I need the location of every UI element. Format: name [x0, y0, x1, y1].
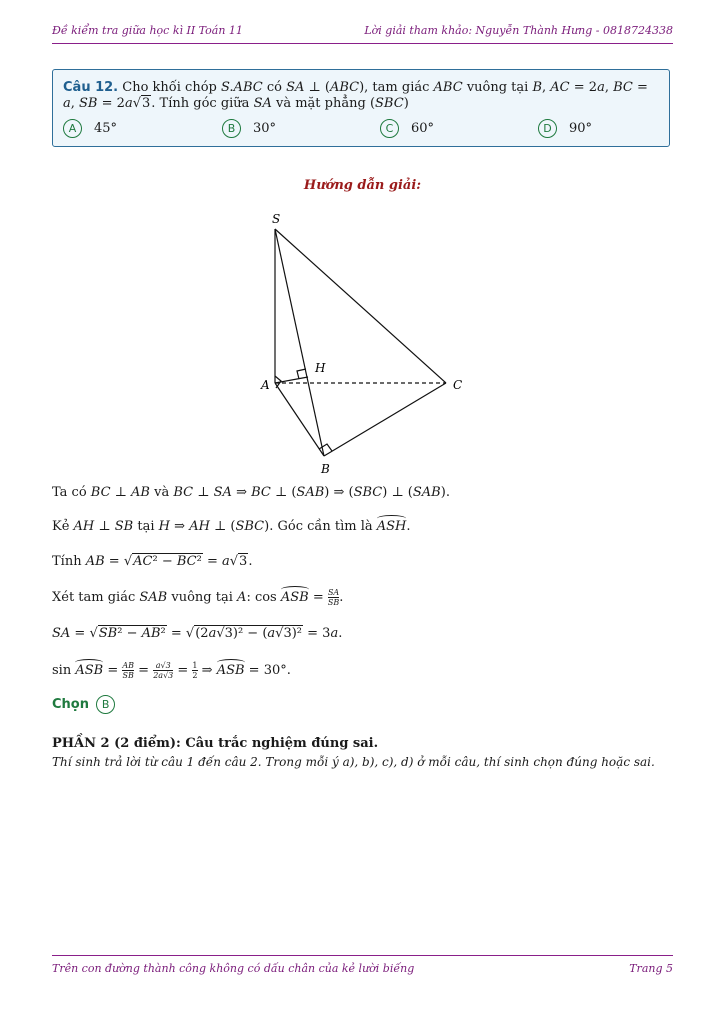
choice-b[interactable] [222, 119, 276, 138]
right-angle-b [319, 444, 332, 451]
chon-answer-circle: B [96, 695, 115, 714]
choice-c-letter: C [380, 119, 399, 138]
solution-line-6: sin ASB = $\frac{AB}{SB}$ = $\frac{a√3}{2a√3}$ = $\frac{1}{2}$ ⇒ ASB = 30°. [52, 661, 291, 680]
choice-d[interactable] [538, 119, 592, 138]
question-text-part: Cho khối chóp [122, 80, 217, 95]
label-h: H [315, 361, 326, 375]
text: và [154, 485, 170, 500]
text: Kẻ [52, 519, 70, 534]
chon-label: Chọn [52, 697, 89, 712]
question-text-part: . Tính góc giữa [151, 96, 250, 111]
footer-left-text: Trên con đường thành công không có dấu chân của kẻ lười biếng [52, 962, 415, 975]
question-label: Câu 12. [63, 80, 119, 95]
solution-guide-title: Hướng dẫn giải: [303, 178, 422, 193]
edge-sc [275, 229, 446, 383]
edge-bc [324, 383, 446, 456]
question-box [52, 69, 670, 147]
choice-b-letter: B [222, 119, 241, 138]
part2-title: PHẦN 2 (2 điểm): Câu trắc nghiệm đúng sai. [52, 736, 379, 751]
page-footer [52, 955, 673, 980]
label-b: B [321, 462, 330, 476]
page-header [52, 24, 673, 44]
text: Tính [52, 554, 82, 569]
part2-instruction: Thí sinh trả lời từ câu 1 đến câu 2. Trong mỗi ý a), b), c), d) ở mỗi câu, thí sinh chọn đúng hoặc sai. [52, 755, 655, 769]
choice-a-letter: A [63, 119, 82, 138]
solution-line-1: Ta có BC ⊥ AB và BC ⊥ SA ⇒ BC ⊥ (SAB) ⇒ (SBC) ⊥ (SAB). [52, 485, 450, 500]
footer-page-number: Trang 5 [629, 962, 673, 975]
question-text-part: có [266, 80, 282, 95]
choice-d-value: 90° [569, 121, 593, 136]
choice-a[interactable] [63, 119, 117, 138]
header-left-text: Đề kiểm tra giữa học kì II Toán 11 [52, 24, 243, 37]
answer-chosen [52, 695, 127, 714]
pyramid-figure [255, 208, 475, 478]
solution-line-4: Xét tam giác SAB vuông tại A: cos ASB = $\frac{SA}{SB}$ . [52, 588, 344, 607]
answer-choices [63, 119, 663, 139]
label-s: S [272, 212, 281, 226]
label-a: A [261, 378, 270, 392]
choice-c-value: 60° [411, 121, 435, 136]
solution-line-3: Tính AB = √AC² − BC² = a√3. [52, 554, 253, 569]
question-text: Câu 12. Cho khối chóp S.ABC có SA ⊥ (ABC), tam giác ABC vuông tại B, AC = 2a, BC = a, SB = 2a√3. Tính góc giữa SA và mặt phẳng (SBC) [63, 80, 648, 111]
text: Xét tam giác [52, 590, 136, 605]
label-c: C [453, 378, 463, 392]
question-text-part: , tam giác [364, 80, 430, 95]
choice-c[interactable] [380, 119, 434, 138]
text: Ta có [52, 485, 87, 500]
solution-line-2: Kẻ AH ⊥ SB tại H ⇒ AH ⊥ (SBC). Góc cần tìm là ASH. [52, 519, 411, 534]
choice-d-letter: D [538, 119, 557, 138]
edge-sb [275, 229, 324, 456]
text: . Góc cần tìm là [269, 519, 373, 534]
question-text-part: vuông tại [466, 80, 529, 95]
text: vuông tại [171, 590, 233, 605]
solution-line-5: SA = √SB² − AB² = √(2a√3)² − (a√3)² = 3a. [52, 626, 343, 641]
question-text-part: và mặt phẳng [276, 96, 366, 111]
text: tại [137, 519, 155, 534]
choice-a-value: 45° [94, 121, 118, 136]
choice-b-value: 30° [253, 121, 277, 136]
header-right-text: Lời giải tham khảo: Nguyễn Thành Hưng - 0818724338 [364, 24, 673, 37]
